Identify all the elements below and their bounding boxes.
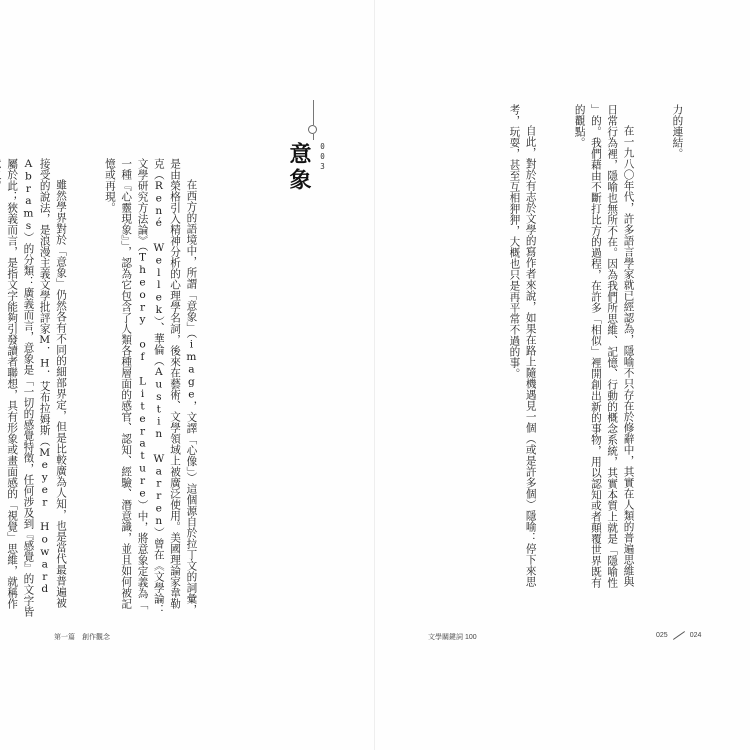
left-page-body xyxy=(0,158,232,618)
right-page-body xyxy=(474,104,718,592)
chapter-ornament-line-top xyxy=(313,100,314,125)
chapter-ornament-line-bottom xyxy=(313,134,314,140)
chapter-title: 意象 xyxy=(286,142,312,194)
paragraph: 自此，對於有志於文學的寫作者來說，如果在路上隨機遇見一個（或是許多個）隱喻：停下來思考，玩耍，甚至互相狎狎，大概也只是再平常不過的事。 xyxy=(508,104,537,588)
page-numbers xyxy=(656,632,701,639)
page-number-left: 025 xyxy=(656,632,668,639)
paragraph: 在一九八〇年代，許多語言學家就已經認為，隱喻不只存在於修辭中，其實在人類的普遍思維與日常行為裡，隱喻也無所不在。因為我們所思維、記憶、行動的概念系統，其實本質上就是「隱喻性」的。我們藉由不斷打比方的過程，在許多「相似」裡開創出新的事物，用以認知或者顛覆世界既有的觀點。 xyxy=(573,104,635,588)
page-number-separator xyxy=(673,631,685,640)
paragraph: 力的連結。 xyxy=(671,104,684,159)
chapter-ornament-ring xyxy=(308,125,317,134)
running-head-book-title: 文學關鍵詞 100 xyxy=(428,634,477,641)
paragraph: 雖然學界對於「意象」仍然各有不同的細部界定，但是比較廣為人知，也是當代最普遍被接受的說法，是浪漫主義文學批評家M．H．艾布拉姆斯（Meyer Howard Abrams）的分類：廣義而言，意象是「一切的感覺特徵，任何涉及到『感覺』的文字皆屬於此；狹義而言，是指文字能夠引發讀者聯想，具有形象或畫面感的「視覺」思維，就稱作 xyxy=(6,158,68,618)
paragraph: 在西方的語境中，所謂「意象」（image，文譯「心像」）這個源自於拉丁文的詞彙，是由榮格引入精神分析的心理學名詞，後來在藝術、文學領域上被廣泛使用。美國理論家韋勒克（René Wellek）、華倫（Austin Warren）曾在《文學論：文學研究方法論》（Theory of Literature）中，將意象定義為「一種『心靈現象』」，認為它包含了人類各種層面的感官、認知、經驗、潛意識，並且如何被記憶或再現。 xyxy=(103,158,198,616)
running-head-section: 第一篇 創作觀念 xyxy=(54,634,110,641)
page-number-right: 024 xyxy=(689,632,702,639)
chapter-number: 003 xyxy=(318,142,327,172)
